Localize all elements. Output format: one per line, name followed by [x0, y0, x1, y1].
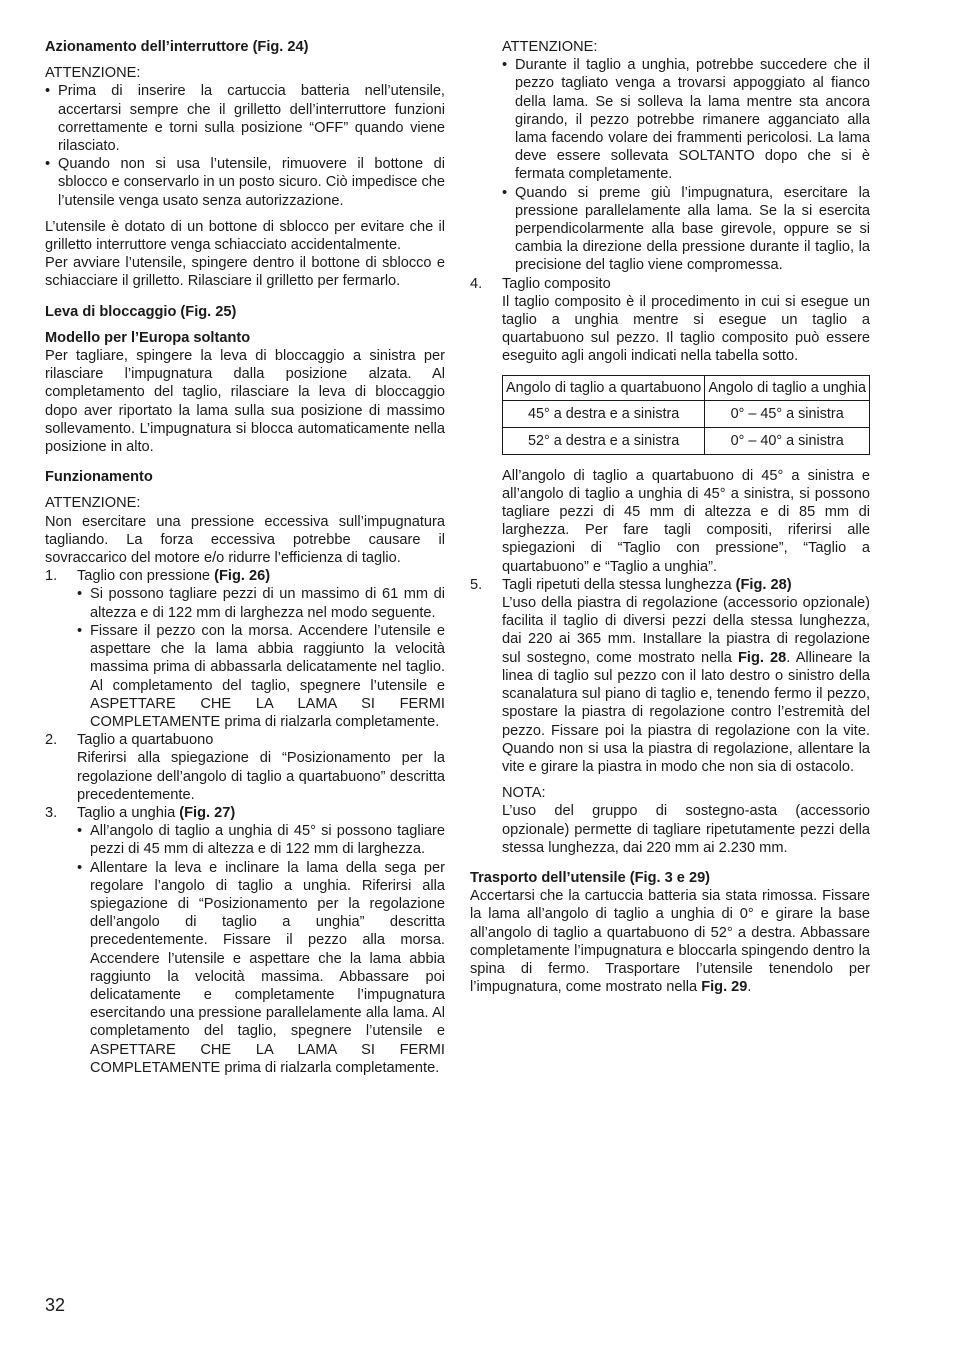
text-run: .: [747, 979, 752, 996]
sub-list: [77, 822, 445, 1077]
caution-label: ATTENZIONE:: [45, 65, 141, 82]
left-column: [45, 38, 445, 1077]
item-number: 5.: [470, 576, 483, 593]
table-header: Angolo di taglio a unghia: [705, 375, 870, 400]
paragraph: Non esercitare una pressione eccessiva sull’impugnatura tagliando. La forza eccessiva potrebbe causare il sovraccarico del motore e/o ridurre l’efficienza di taglio.: [45, 513, 445, 567]
caution-label: ATTENZIONE:: [502, 39, 598, 55]
list-item: • All’angolo di taglio a unghia di 45° si possono tagliare pezzi di 45 mm di altezza e di 122 mm di larghezza.: [90, 822, 445, 858]
item-number: 3.: [45, 804, 58, 821]
table-header-row: [503, 375, 870, 400]
item-title: Taglio a quartabuono: [77, 732, 214, 749]
paragraph: Per avviare l’utensile, spingere dentro il bottone di sblocco e schiacciare il grilletto. Rilasciare il grilletto per fermarlo.: [45, 255, 445, 290]
table-cell: 0° – 45° a sinistra: [705, 400, 870, 427]
heading-transport: Trasporto dell’utensile (Fig. 3 e 29): [470, 869, 711, 886]
list-item: • Durante il taglio a unghia, potrebbe succedere che il pezzo tagliato venga a trovarsi appoggiato al fianco della lama. Se si solleva la lama mentre sta ancora girando, il pezzo potrebbe rimanere agganciato alla lama facendo volare dei frammenti pericolosi. La lama deve essere sollevata SOLTANTO dopo che si è fermata completamente.: [515, 56, 870, 183]
note-label: NOTA:: [502, 785, 546, 802]
paragraph: L’utensile è dotato di un bottone di sblocco per evitare che il grilletto interruttore venga schiacciato accidentalmente.: [45, 218, 445, 254]
text-run: Accertarsi che la cartuccia batteria sia stata rimossa. Fissare la lama all’angolo di taglio a unghia di 0° e girare la base all’angolo di taglio a quartabuono di 52° a destra. Abbassare completamente l’impugnatura e bloccarla spingendo dentro la spina di fermo. Trasportare l’utensile tenendolo per l’impugnatura, come mostrato nella: [470, 888, 870, 996]
figure-ref: (Fig. 27): [179, 804, 236, 821]
figure-ref: (Fig. 28): [735, 576, 792, 593]
table-row: [503, 400, 870, 427]
item-title: Taglio a unghia: [77, 804, 180, 821]
operation-list: [45, 567, 445, 1077]
operation-list: [470, 275, 870, 366]
subheading-europe: Modello per l’Europa soltanto: [45, 329, 251, 346]
sub-list: [77, 585, 445, 731]
caution-label: ATTENZIONE:: [45, 495, 141, 512]
paragraph: Per tagliare, spingere la leva di bloccaggio a sinistra per rilasciare l’impugnatura dalla posizione alzata. Al completamento del taglio, rilasciare la leva di bloccaggio dopo aver riportato la lama sulla sua posizione di massimo sollevamento. L’impugnatura si blocca automaticamente nella posizione in alto.: [45, 348, 445, 456]
paragraph: L’uso del gruppo di sostegno-asta (accessorio opzionale) permette di tagliare ripetutamente pezzi della stessa lunghezza, dai 220 mm ai 2.230 mm.: [502, 803, 870, 856]
list-item: [470, 275, 870, 366]
list-item: • Allentare la leva e inclinare la lama della sega per regolare l’angolo di taglio a unghia. Riferirsi alla spiegazione di “Posizionamento per la regolazione dell’angolo di taglio a unghia” descritta precedentemente. Fissare il pezzo alla morsa. Accendere l’utensile e aspettare che la lama abbia raggiunto la velocità massima. Abbassare poi delicatamente e completamente l’impugnatura esercitando una pressione parallelamente alla lama. Al completamento del taglio, spegnere l’utensile e ASPETTARE CHE LA LAMA SI FERMI COMPLETAMENTE prima di rialzarla completamente.: [90, 859, 445, 1077]
item-number: 1.: [45, 568, 58, 585]
list-item: • Quando non si usa l’utensile, rimuovere il bottone di sblocco e conservarlo in un posto sicuro. Ciò impedisce che l’utensile venga usato senza autorizzazione.: [58, 155, 445, 210]
item-title: Taglio composito: [502, 275, 611, 292]
figure-ref: (Fig. 26): [214, 568, 271, 585]
angle-table: [502, 375, 870, 455]
heading-lock-lever: Leva di bloccaggio (Fig. 25): [45, 303, 237, 320]
table-cell: 0° – 40° a sinistra: [705, 427, 870, 454]
list-item: [45, 731, 445, 804]
heading-operation: Funzionamento: [45, 469, 153, 486]
figure-ref: Fig. 28: [737, 649, 787, 666]
text-run: L’uso della piastra di regolazione (accessorio opzionale) facilita il taglio di diversi pezzi della stessa lunghezza, dai 220 ai 365 mm. Installare la piastra di regolazione sul sostegno, come mostrato nella: [502, 595, 870, 666]
paragraph: [470, 887, 870, 996]
paragraph: Riferirsi alla spiegazione di “Posizionamento per la regolazione dell’angolo di taglio a quartabuono” descritta precedentemente.: [77, 750, 445, 803]
caution-list: [45, 82, 445, 209]
list-item: [45, 804, 445, 1077]
list-item: [45, 567, 445, 731]
paragraph: All’angolo di taglio a quartabuono di 45° a sinistra e all’angolo di taglio a unghia di 45° a sinistra, si possono tagliare pezzi di 45 mm di altezza e di 85 mm di larghezza. Per fare tagli compositi, riferirsi alle spiegazioni di “Taglio con pressione”, “Taglio a quartabuono” e “Taglio a unghia”.: [502, 467, 870, 575]
table-cell: 45° a destra e a sinistra: [503, 400, 705, 427]
list-item: • Prima di inserire la cartuccia batteria nell’utensile, accertarsi sempre che il grilletto dell’interruttore funzioni correttamente e torni sulla posizione “OFF” quando viene rilasciato.: [58, 82, 445, 155]
table-cell: 52° a destra e a sinistra: [503, 427, 705, 454]
right-column: [470, 38, 870, 996]
paragraph: Il taglio composito è il procedimento in cui si esegue un taglio a unghia mentre si esegue un taglio a quartabuono sul pezzo. Il taglio composito può essere eseguito agli angoli indicati nella tabella sotto.: [502, 293, 870, 365]
table-row: [503, 427, 870, 454]
operation-list: [470, 576, 870, 857]
text-run: . Allineare la linea di taglio sul pezzo con il lato destro o sinistro della scanalatura sul piano di taglio e, tenendo fermo il pezzo, spostare la piastra di regolazione contro l’estremità del pezzo. Fissare poi la piastra di regolazione con la vite. Quando non si usa la piastra di regolazione, allentare la vite e girare la piastra in modo che non sia di ostacolo.: [502, 649, 870, 775]
item-number: 2.: [45, 732, 58, 749]
list-item: [470, 576, 870, 857]
page-number: 32: [45, 1295, 66, 1315]
heading-switch-action: Azionamento dell’interruttore (Fig. 24): [45, 39, 309, 55]
list-item: • Fissare il pezzo con la morsa. Accendere l’utensile e aspettare che la lama abbia raggiunto la velocità massima prima di abbassarla delicatamente nel taglio. Al completamento del taglio, spegnere l’utensile e ASPETTARE CHE LA LAMA SI FERMI COMPLETAMENTE prima di rialzarla completamente.: [90, 622, 445, 731]
paragraph: [502, 594, 870, 776]
list-item: • Si possono tagliare pezzi di un massimo di 61 mm di altezza e di 122 mm di larghezza nel modo seguente.: [90, 585, 445, 621]
table-header: Angolo di taglio a quartabuono: [503, 375, 705, 400]
item-title: Taglio con pressione: [77, 568, 215, 585]
item-title: Tagli ripetuti della stessa lunghezza: [502, 576, 736, 593]
figure-ref: Fig. 29: [701, 979, 748, 996]
list-item: • Quando si preme giù l’impugnatura, esercitare la pressione parallelamente alla lama. Se la si esercita perpendicolarmente alla base girevole, oppure se si cambia la direzione della pressione durante il taglio, la precisione del taglio viene compromessa.: [515, 184, 870, 275]
caution-list: [502, 56, 870, 274]
item-number: 4.: [470, 275, 483, 292]
